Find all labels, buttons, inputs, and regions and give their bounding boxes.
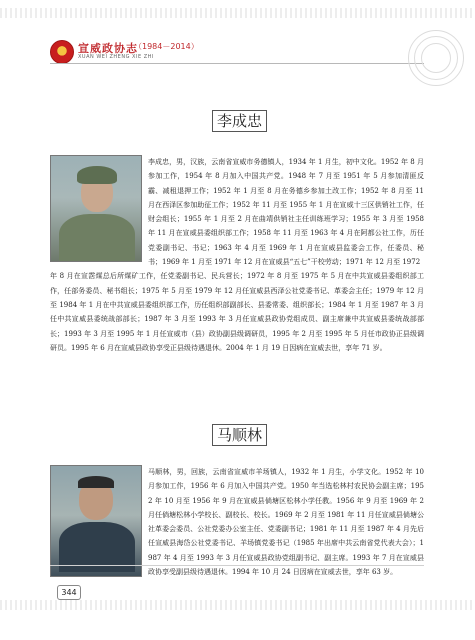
page-header xyxy=(0,0,475,80)
footer-rule xyxy=(50,565,424,566)
profile-biography: 马顺林，男，回族，云南省宣威市羊场镇人，1932 年 1 月生，小学文化。1952 年 10 月参加工作，1956 年 6 月加入中国共产党。1950 年当选松林村农民协会副主席；1952 年 10 月至 1956 年 9 月在宣威县倘塘区松林小学任教。1956 年 9 月至 1969 年 2 月任倘塘松林小学校长、副校长、校长。1969 年 2 月至 1981 年 11 月任宣威县倘塘公社革委会委员、公社党委办公室主任、党委副书记；1981 年 11 月至 1987 年 4 月先后任宣威县海岱公社党委书记、羊场镇党委书记（1985 年出席中共云南省党代表大会）；1987 年 4 月至 1993 年 3 月任宣威县政协党组副书记、副主席。1993 年 7 月在宣威县政协享受副县级待遇退休。1994 年 10 月 24 日因病在宣威去世，享年 63 岁。 xyxy=(148,468,427,577)
emblem-icon xyxy=(50,40,74,64)
portrait-photo xyxy=(50,155,142,262)
publication-title: 宣威政协志 xyxy=(78,42,138,55)
footer-pattern xyxy=(0,600,475,610)
publication-pinyin: XUAN WEI ZHENG XIE ZHI xyxy=(78,54,154,60)
profile-biography-part1: 李成忠，男，汉族，云南省宣威市务德镇人，1934 年 1 月生，初中文化。1952 年 8 月参加工作，1954 年 8 月加入中国共产党。1948 年 7 月至 1951 年 5 月参加清匪反霸、减租退押工作；1952 年 1 月至 8 月在务德乡参加土改工作；1952 年 8 月至 11 月在西泽区参加助征工作；1952 年 11 月至 1955 年 1 月在宣威十三区供销社工作，任财会组长；1955 年 1 月至 2 月在曲靖供销社主任训练班学习；1955 年 3 月至 1958 年 11 月在宣威县委组织部工作；1958 年 11 月至 1963 年 4 月在阿都公社工作，历任党委副书记、书记；1963 年 4 月至 1969 年 1 月在宣威县监委会工作，任委员、秘书；1969 年 1 月至 1971 年 12 月在宣威县“五七”干校劳动；1971 年 12 月至 1972 xyxy=(148,158,427,267)
page-number: 344 xyxy=(57,585,81,600)
header-rule xyxy=(50,63,424,64)
profile-name: 李成忠 xyxy=(212,110,267,132)
profile-name: 马顺林 xyxy=(212,424,267,446)
portrait-photo xyxy=(50,465,142,577)
decorative-ring-icon xyxy=(421,43,451,73)
profile-biography-part2: 年 8 月在宣霑煤总后所煤矿工作，任党委副书记、民兵营长；1972 年 8 月至 1975 年 5 月在中共宣威县委组织部工作，任部务委员、秘书组长；1975 年 5 月至 1979 年 12 月任宣威县西泽公社党委书记、革委会主任；1979 年 12 月至 1984 年 1 月在中共宣威县委组织部工作，历任组织部副部长、县委常委、组织部长；1984 年 1 月至 1987 年 3 月任中共宣威县委统战部部长；1987 年 3 月至 1993 年 3 月任宣威县政协党组成员、副主席兼中共宣威县委统战部部长；1993 年 3 月至 1995 年 1 月任宣威市（县）政协副县级调研员，1995 年 2 月至 1995 年 5 月任市政协正县级调研员。1995 年 6 月在宣威县政协享受正县级待遇退休。2004 年 1 月 19 日因病在宣威去世，享年 71 岁。 xyxy=(50,272,424,352)
publication-years: （1984－2014） xyxy=(134,42,199,51)
header-pattern xyxy=(0,8,475,18)
